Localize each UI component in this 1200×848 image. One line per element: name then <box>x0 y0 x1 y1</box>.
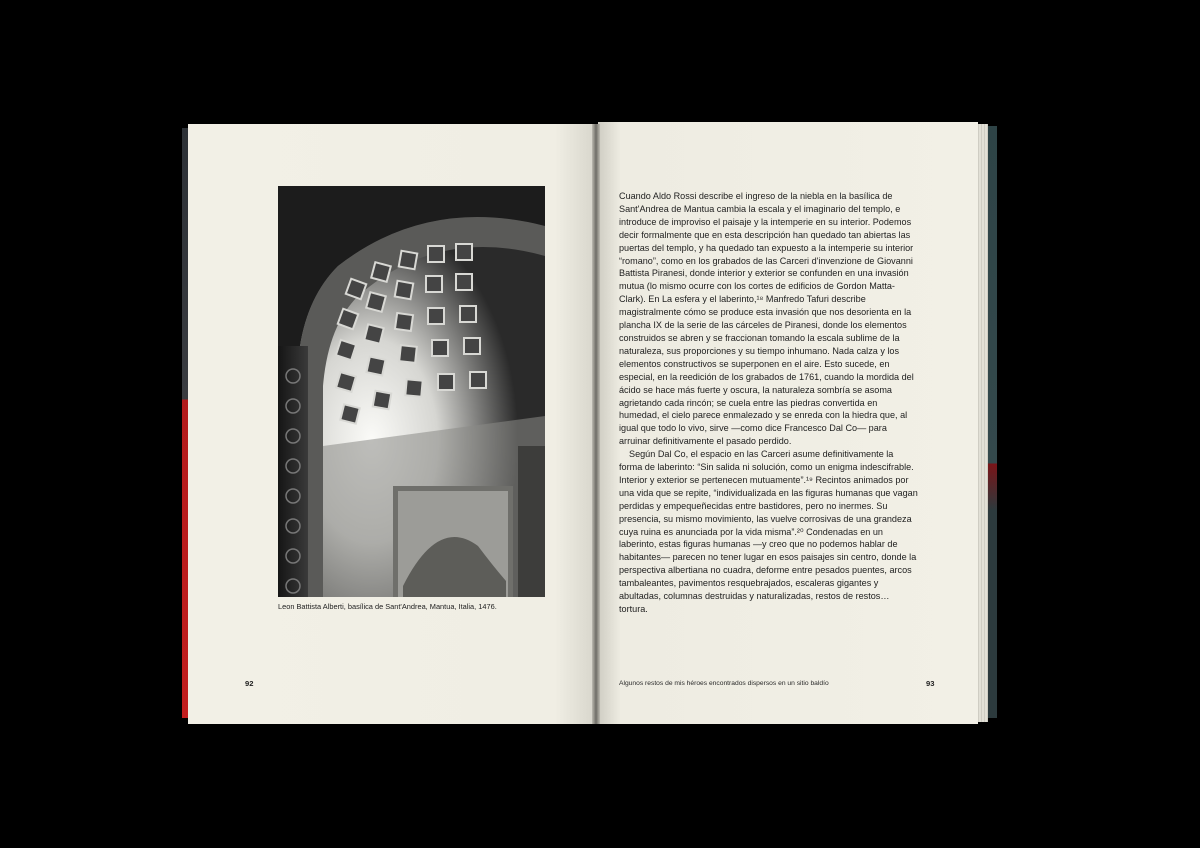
page-number-left: 92 <box>245 679 254 688</box>
vault-illustration <box>278 186 545 597</box>
book-gutter <box>592 124 600 724</box>
basilica-photo <box>278 186 545 597</box>
page-number-right: 93 <box>926 679 935 688</box>
photo-caption: Leon Battista Alberti, basílica de Sant'Andrea, Mantua, Italia, 1476. <box>278 602 497 611</box>
body-text <box>619 190 919 616</box>
running-head: Algunos restos de mis héroes encontrados dispersos en un sitio baldío <box>619 680 829 687</box>
paragraph-2: Según Dal Co, el espacio en las Carceri asume definitivamente la forma de laberinto: “Sin salida ni solución, como un enigma indescifrable. Interior y exterior se pertenecen mutuamente”.¹⁹ Recintos animados por una vida que se repite, “individualizada en las figuras humanas que vagan perdidas y empequeñecidas entre bastidores, pero no inermes. Su presencia, su mismo movimiento, las vuelve corrosivas de una grandeza cuya ruina es anunciada por la vida misma”.²⁰ Condenadas en un laberinto, estas figuras humanas —y creo que no podemos hablar de habitantes— parecen no tener lugar en esos paisajes sin centro, donde la perspectiva albertiana no cuadra, deforme entre pesados puentes, arcos tambaleantes, pavimentos resquebrajados, escaleras gigantes y abultadas, columnas destruidas y naturalizadas, restos de restos… tortura. <box>619 449 918 614</box>
paragraph-1: Cuando Aldo Rossi describe el ingreso de la niebla en la basílica de Sant'Andrea de Mantua cambia la escala y el imaginario del templo, e introduce de improviso el paisaje y la intemperie en su interior. Podemos decir formalmente que en esta descripción han quedado tan abiertas las puertas del templo, y ha quedado tan expuesto a la intemperie su interior “romano”, como en los grabados de las Carceri d'invenzione de Giovanni Battista Piranesi, donde interior y exterior se confunden en una invasión mutua (lo mismo ocurre con los cortes de edificios de Gordon Matta-Clark). En La esfera y el laberinto,¹⁸ Manfredo Tafuri describe magistralmente cómo se produce esta invasión que nos desorienta en la plancha IX de la serie de las cárceles de Piranesi, donde los elementos construidos se abren y se fraccionan tomando la escala sublime de la naturaleza, sus proporciones y su tiempo inhumano. Nada calza y los elementos constructivos se superponen en el aire. Esto sucede, en especial, en la reedición de los grabados de 1761, cuando la mordida del ácido se hace más fuerte y oscura, la naturaleza sombría se asoma agrietando cada rincón; se cuela entre las piedras convertida en humedad, el cielo parece enmalezado y se enreda con la hiedra que, al igual que todo lo vivo, sirve —como dice Francesco Dal Co— para arruinar definitivamente el pasado perdido. <box>619 191 914 447</box>
